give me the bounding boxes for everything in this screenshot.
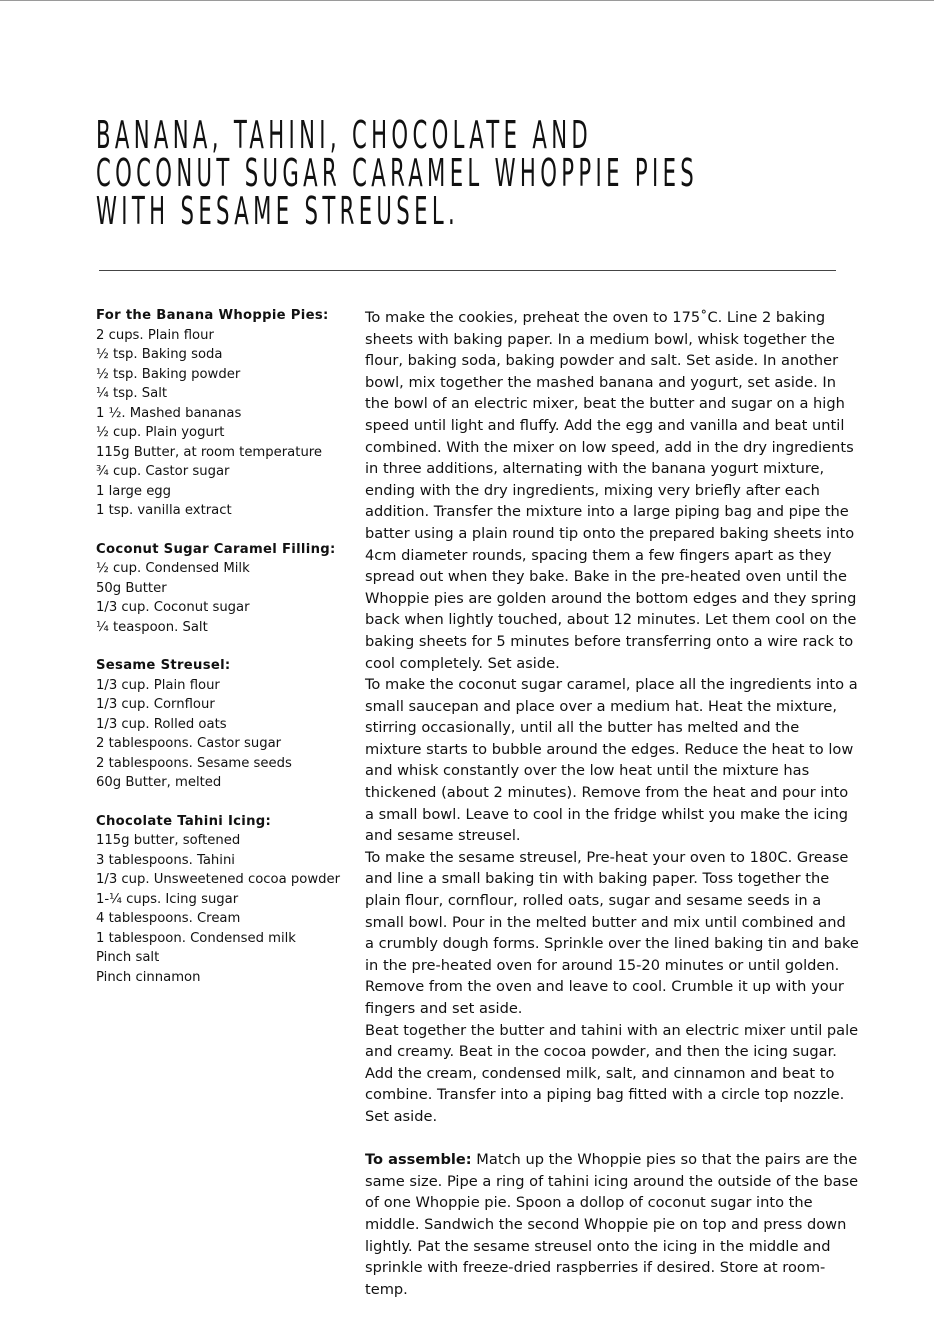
ingredient-item: 1 tsp. vanilla extract [96, 503, 232, 518]
title-line: COCONUT SUGAR CARAMEL WHOPPIE PIES [96, 151, 699, 195]
ingredient-item: 1 ½. Mashed bananas [96, 405, 242, 421]
ingredient-item: 1/3 cup. Unsweetened cocoa powder [96, 872, 341, 887]
ingredient-item: ¼ teaspoon. Salt [96, 619, 208, 635]
ingredient-item: 1 tablespoon. Condensed milk [96, 930, 296, 946]
title-line: WITH SESAME STREUSEL. [96, 189, 460, 233]
section-heading: For the Banana Whoppie Pies: [96, 308, 329, 323]
ingredient-item: ¼ tsp. Salt [96, 386, 168, 401]
ingredient-item: 2 tablespoons. Castor sugar [96, 736, 282, 751]
ingredient-section-sesame-streusel [96, 656, 346, 793]
ingredients-column [96, 306, 346, 1006]
ingredient-item: Pinch salt [96, 950, 160, 965]
ingredient-item: 2 cups. Plain flour [96, 327, 214, 343]
method-column [365, 307, 859, 1300]
ingredient-item: 1/3 cup. Plain flour [96, 677, 220, 693]
ingredient-item: Pinch cinnamon [96, 969, 201, 985]
ingredient-item: 1/3 cup. Rolled oats [96, 716, 227, 732]
method-paragraph-streusel: To make the sesame streusel, Pre-heat your oven to 180C. Grease and line a small baking tin with baking paper. Toss together the plain flour, cornflour, rolled oats, sugar and sesame seeds in a small bowl. Pour in the melted butter and mix until combined and a crumbly dough forms. Sprinkle over the lined baking tin and bake in the pre-heated oven for around 15-20 minutes or until golden. Remove from the oven and leave to cool. Crumble it up with your fingers and set aside. [365, 848, 859, 1017]
ingredient-item: 115g Butter, at room temperature [96, 444, 323, 460]
ingredient-section-whoppie-pies [96, 306, 346, 521]
ingredient-section-tahini-icing [96, 812, 346, 988]
section-heading: Chocolate Tahini Icing: [96, 813, 272, 829]
method-paragraph-assemble [365, 1149, 859, 1300]
method-paragraph-caramel: To make the coconut sugar caramel, place all the ingredients into a small saucepan and place over a medium hat. Heat the mixture, stirring occasionally, until all the butter has melted and the mixture starts to bubble around the edges. Reduce the heat to low and whisk constantly over the low heat until the mixture has thickened (about 2 minutes). Remove from the heat and pour into a small bowl. Leave to cool in the fridge whilst you make the icing and sesame streusel. [365, 676, 858, 845]
ingredient-item: 1/3 cup. Coconut sugar [96, 600, 250, 615]
ingredient-item: 1 large egg [96, 483, 172, 499]
title-divider [99, 270, 836, 271]
method-paragraph-icing: Beat together the butter and tahini with an electric mixer until pale and creamy. Beat in the cocoa powder, and then the icing sugar. Add the cream, condensed milk, salt, and cinnamon and beat to combine. Transfer into a piping bag fitted with a circle top nozzle. Set aside. [365, 1021, 859, 1125]
ingredient-item: 1/3 cup. Cornflour [96, 697, 215, 712]
page-top-rule [0, 0, 934, 1]
ingredient-item: ¾ cup. Castor sugar [96, 464, 230, 479]
assemble-label: To assemble: [365, 1151, 472, 1169]
ingredient-item: ½ cup. Plain yogurt [96, 425, 225, 440]
ingredient-section-caramel-filling [96, 540, 346, 638]
ingredient-item: 2 tablespoons. Sesame seeds [96, 755, 292, 771]
ingredient-item: ½ tsp. Baking soda [96, 347, 223, 362]
ingredient-item: 60g Butter, melted [96, 775, 222, 790]
assemble-text: Match up the Whoppie pies so that the pairs are the same size. Pipe a ring of tahini icing around the outside of the base of one Whoppie pie. Spoon a dollop of coconut sugar into the middle. Sandwich the second Whoppie pie on top and press down lightly. Pat the sesame streusel onto the icing in the middle and sprinkle with freeze-dried raspberries if desired. Store at room-temp. [365, 1151, 859, 1298]
ingredient-item: 1-¼ cups. Icing sugar [96, 891, 239, 907]
title-line: BANANA, TAHINI, CHOCOLATE AND [96, 113, 593, 157]
ingredient-item: ½ tsp. Baking powder [96, 366, 241, 382]
ingredient-item: ½ cup. Condensed Milk [96, 561, 250, 576]
ingredient-item: 3 tablespoons. Tahini [96, 852, 235, 868]
ingredient-item: 4 tablespoons. Cream [96, 911, 241, 926]
ingredient-item: 50g Butter [96, 580, 167, 596]
section-heading: Sesame Streusel: [96, 658, 231, 673]
method-paragraph-cookies: To make the cookies, preheat the oven to 175˚C. Line 2 baking sheets with baking paper. In a medium bowl, whisk together the flour, baking soda, baking powder and salt. Set aside. In another bowl, mix together the mashed banana and yogurt, set aside. In the bowl of an electric mixer, beat the butter and sugar on a high speed until light and fluffy. Add the egg and vanilla and beat until combined. With the mixer on low speed, add in the dry ingredients in three additions, alternating with the banana yogurt mixture, ending with the dry ingredients, mixing very briefly after each addition. Transfer the mixture into a large piping bag and pipe the batter using a plain round tip onto the prepared baking sheets into 4cm diameter rounds, spacing them a few fingers apart as they spread out when they bake. Bake in the pre-heated oven until the Whoppie pies are golden around the bottom edges and they spring back when lightly touched, about 12 minutes. Let them cool on the baking sheets for 5 minutes before transferring onto a wire rack to cool completely. Set aside. [365, 309, 857, 672]
ingredient-item: 115g butter, softened [96, 833, 241, 848]
section-heading: Coconut Sugar Caramel Filling: [96, 541, 336, 557]
recipe-title [96, 113, 902, 233]
